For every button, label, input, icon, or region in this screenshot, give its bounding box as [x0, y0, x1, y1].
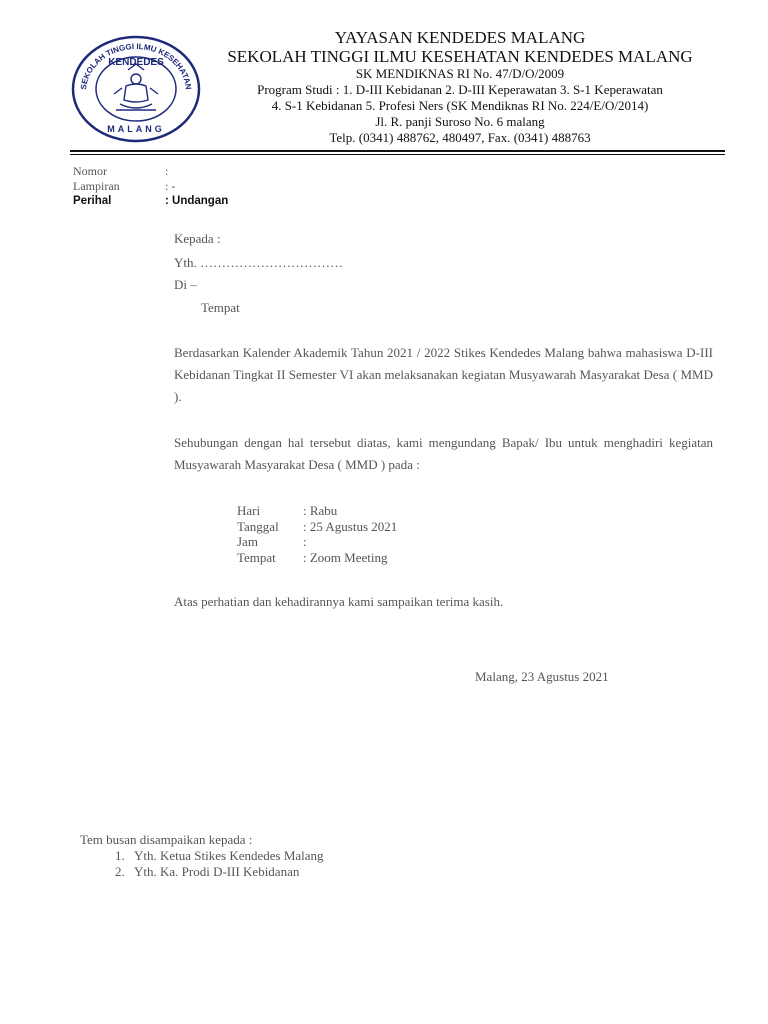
detail-value: : 25 Agustus 2021	[303, 518, 398, 534]
cc-item: 2. Yth. Ka. Prodi D-III Kebidanan	[128, 864, 324, 880]
body-paragraph-2: Sehubungan dengan hal tersebut diatas, kami mengundang Bapak/ Ibu untuk menghadiri kegiatan Musyawarah Masyarakat Desa ( MMD ) pada :	[174, 435, 713, 472]
school-logo	[70, 34, 202, 144]
detail-value: : Rabu	[303, 503, 338, 518]
letterhead-rule-thick	[70, 150, 725, 152]
nomor-label: Nomor	[73, 164, 107, 178]
programs-line-1: Program Studi : 1. D-III Kebidanan 2. D-III Keperawatan 3. S-1 Keperawatan	[257, 82, 663, 97]
logo-ring-text: SEKOLAH TINGGI ILMU KESEHATAN	[79, 41, 193, 91]
letterhead-rule-thin	[70, 154, 725, 155]
detail-value: :	[303, 534, 307, 549]
detail-label: Jam	[237, 534, 258, 549]
recipient-di: Di –	[174, 277, 197, 292]
logo-name: KENDEDES	[108, 57, 164, 68]
logo-city: MALANG	[107, 124, 165, 134]
decree-number: SK MENDIKNAS RI No. 47/D/O/2009	[355, 66, 565, 81]
letterhead	[200, 28, 720, 146]
closing-sentence: Atas perhatian dan kehadirannya kami sampaikan terima kasih.	[174, 594, 504, 609]
detail-value: : Zoom Meeting	[303, 549, 388, 565]
recipient-to: Kepada :	[174, 231, 221, 246]
address: Jl. R. panji Suroso No. 6 malang	[375, 114, 545, 129]
body-paragraph-1: Berdasarkan Kalender Akademik Tahun 2021 / 2022 Stikes Kendedes Malang bahwa mahasiswa D-III Kebidanan Tingkat II Semester VI akan melaksanakan kegiatan Musyawarah Masyarakat Desa ( MMD ).	[174, 345, 713, 404]
cc-title: Tem busan disampaikan kepada :	[80, 832, 253, 847]
lampiran-value: : -	[165, 179, 176, 193]
perihal-value: : Undangan	[165, 195, 229, 207]
phone-fax: Telp. (0341) 488762, 480497, Fax. (0341) 488763	[329, 130, 591, 145]
cc-list	[80, 848, 324, 880]
detail-label: Tanggal	[237, 518, 279, 534]
detail-label: Hari	[237, 503, 261, 518]
nomor-value: :	[165, 164, 169, 178]
perihal-label: Perihal	[73, 195, 112, 207]
programs-line-2: 4. S-1 Kebidanan 5. Profesi Ners (SK Mendiknas RI No. 224/E/O/2014)	[271, 98, 649, 113]
signature-place-date: Malang, 23 Agustus 2021	[475, 669, 609, 684]
cc-block	[80, 832, 324, 880]
recipient-place: Tempat	[201, 300, 240, 315]
lampiran-label: Lampiran	[73, 179, 120, 193]
recipient-yth: Yth. ……………………………	[174, 255, 343, 270]
detail-label: Tempat	[237, 549, 276, 565]
school-name: SEKOLAH TINGGI ILMU KESEHATAN KENDEDES MALANG	[227, 47, 693, 66]
cc-item: 1. Yth. Ketua Stikes Kendedes Malang	[128, 848, 324, 864]
foundation-name: YAYASAN KENDEDES MALANG	[334, 28, 586, 47]
